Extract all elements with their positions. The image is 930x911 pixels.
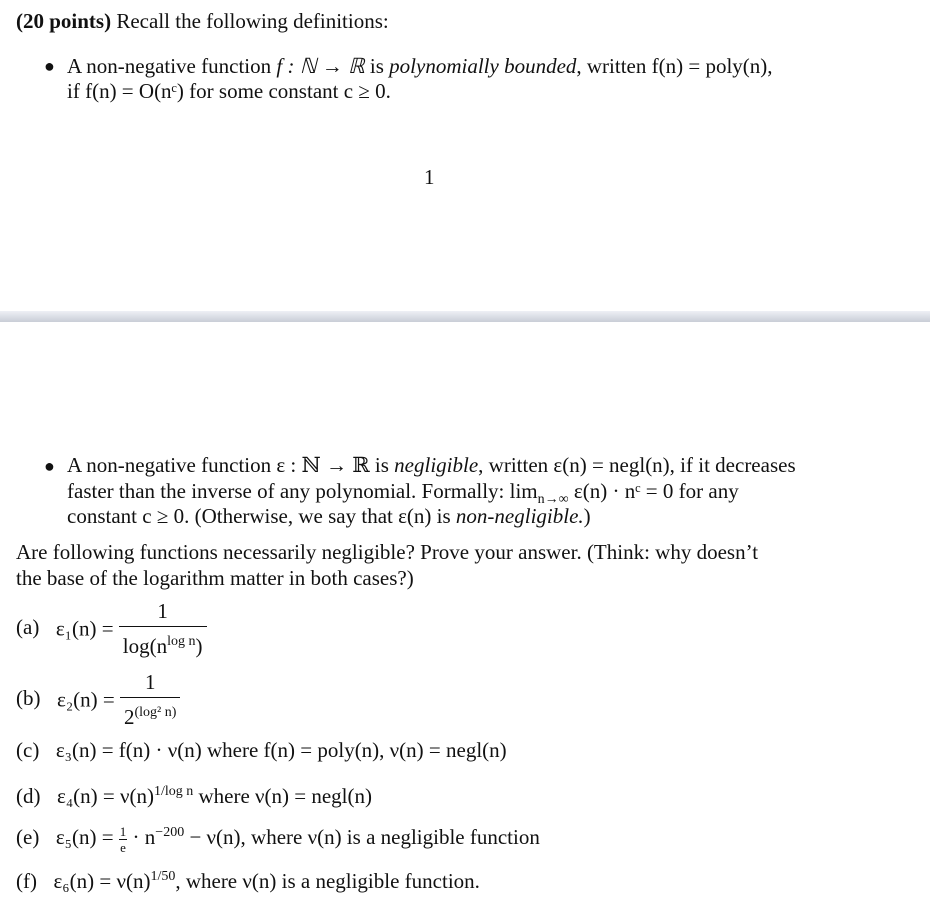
def1-text: A non-negative function (67, 54, 277, 78)
def2-formal: faster than the inverse of any polynomial. Formally: lim (67, 479, 538, 503)
def2-term: negligible (394, 453, 479, 477)
lim-subscript: n→∞ (537, 492, 569, 508)
item-b (16, 670, 180, 730)
def1-notation: f(n) = poly(n), (651, 54, 773, 78)
def1-line2: if f(n) = O(nᶜ) for some constant c ≥ 0. (67, 79, 391, 103)
item-d-post: where ν(n) = negl(n) (193, 784, 373, 808)
item-f-post: , where ν(n) is a negligible function. (175, 869, 480, 893)
def1-signature: f : ℕ → ℝ (276, 54, 365, 78)
bullet-icon: ● (44, 56, 55, 76)
item-b-den-base: 2 (123, 705, 135, 729)
item-a-label: (a) (16, 614, 40, 639)
item-a-den-close: ) (195, 634, 203, 658)
item-d-sup: 1/log n (153, 784, 194, 799)
def1-written: , written (576, 54, 652, 78)
item-e-frac-den: e (120, 839, 126, 855)
item-a-denominator (119, 626, 207, 659)
page-separator (0, 311, 930, 322)
item-a (16, 599, 207, 659)
def2-line3-term: non-negligible. (455, 504, 584, 528)
item-f (16, 864, 480, 894)
def1-term: polynomially bounded (389, 54, 577, 78)
bullet-icon: ● (44, 456, 55, 476)
item-e-frac-num: 1 (119, 823, 127, 839)
def2-line1 (67, 453, 796, 478)
item-a-fraction (119, 599, 207, 659)
intro-text: Recall the following definitions: (111, 9, 389, 33)
def2-formal-post: ε(n) · nᶜ = 0 for any (568, 479, 739, 503)
page-number: 1 (424, 165, 435, 189)
question-line1: Are following functions necessarily negligible? Prove your answer. (Think: why doesn’t (16, 540, 759, 564)
points-label: (20 points) (16, 9, 112, 33)
item-d-label: (d) (16, 784, 41, 808)
item-e-mid: · n (127, 825, 156, 849)
def1-is: is (364, 54, 390, 78)
item-f-pre: ε₆(n) = ν(n) (53, 869, 151, 893)
item-b-lhs: ε₂(n) = (57, 687, 115, 712)
question-line2: the base of the logarithm matter in both cases?) (16, 566, 414, 590)
item-f-label: (f) (16, 869, 37, 893)
item-b-denominator (120, 697, 180, 730)
def2-line3-text: constant c ≥ 0. (Otherwise, we say that ε(n) is (67, 504, 456, 528)
item-e-label: (e) (16, 825, 40, 849)
item-e-post: − ν(n), where ν(n) is a negligible function (184, 825, 540, 849)
item-e-sup: −200 (155, 825, 185, 840)
def2-line3 (67, 504, 591, 529)
item-e (16, 820, 540, 854)
item-a-numerator: 1 (157, 599, 168, 623)
def2-text: A non-negative function ε : ℕ → ℝ is (67, 453, 395, 477)
item-c-label: (c) (16, 738, 40, 762)
item-b-den-sup: (log² n) (134, 705, 177, 720)
def1-line1 (67, 54, 773, 79)
item-b-label: (b) (16, 685, 41, 710)
item-a-den-base: log(n (122, 634, 168, 658)
item-a-lhs: ε₁(n) = (55, 616, 114, 641)
item-d (16, 779, 372, 809)
item-c (16, 738, 507, 763)
item-b-fraction (120, 670, 180, 730)
item-a-den-sup: log n (167, 634, 196, 649)
item-f-sup: 1/50 (150, 869, 176, 884)
item-b-numerator: 1 (144, 670, 156, 694)
item-d-pre: ε₄(n) = ν(n) (57, 784, 154, 808)
def2-text-post: , written ε(n) = negl(n), if it decreases (478, 453, 796, 477)
item-c-text: ε₃(n) = f(n) · ν(n) where f(n) = poly(n), ν(n) = negl(n) (55, 738, 507, 762)
def2-line3-post: ) (583, 504, 591, 528)
item-e-pre: ε₅(n) = (55, 825, 119, 849)
intro-line (16, 9, 389, 34)
